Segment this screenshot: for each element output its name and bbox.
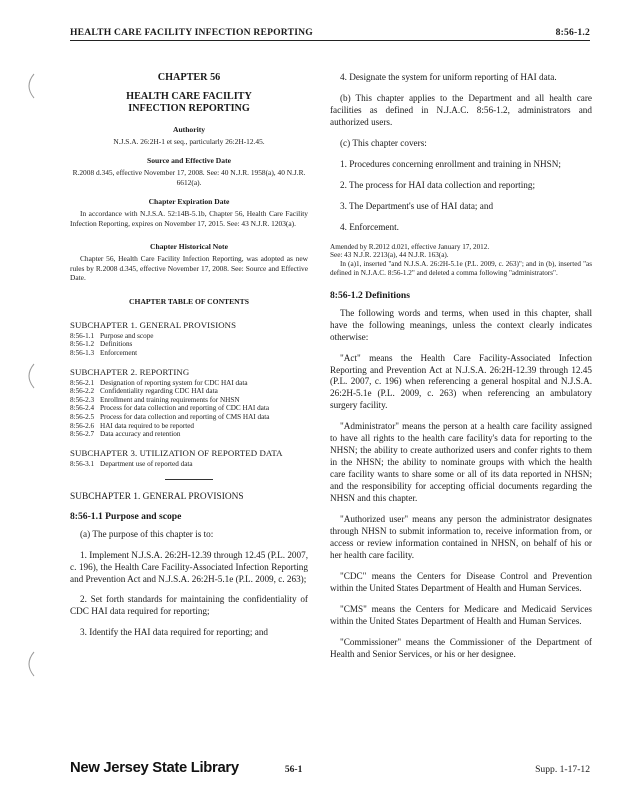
toc-entry[interactable] [70, 422, 308, 431]
header-section-number: 8:56-1.2 [555, 27, 590, 38]
toc-entry-title: Confidentiality regarding CDC HAI data [100, 387, 218, 396]
toc-entry-title: Department use of reported data [100, 460, 193, 469]
toc-entry-title: Enrollment and training requirements for NHSN [100, 395, 240, 404]
amendment-line: See: 43 N.J.R. 2213(a), 44 N.J.R. 163(a). [330, 251, 449, 260]
paragraph: (a) The purpose of this chapter is to: [80, 528, 214, 539]
paragraph: (c) This chapter covers: [340, 137, 427, 148]
paragraph: 2. Set forth standards for maintaining the confidentiality of CDC HAI data required for reporting; [70, 594, 308, 617]
supplement-date: Supp. 1-17-12 [535, 764, 590, 775]
paragraph: 1. Implement N.J.S.A. 26:2H-12.39 through 12.45 (P.L. 2007, c. 196), the Health Care Facility-Associated Infection Reporting and Prevention Act and N.J.S.A. 26:2H-5.1e (P.L. 2009, c. 263); [70, 549, 308, 584]
toc-entry-number: 8:56-3.1 [70, 460, 95, 469]
toc-subchapter-heading: SUBCHAPTER 3. UTILIZATION OF REPORTED DATA [70, 448, 283, 459]
toc-entry-number: 8:56-2.6 [70, 421, 95, 430]
right-column [330, 72, 592, 670]
expiration-heading: Chapter Expiration Date [148, 197, 230, 207]
table-of-contents [70, 320, 308, 469]
paragraph: 4. Enforcement. [340, 221, 399, 232]
paragraph: 1. Procedures concerning enrollment and training in NHSN; [340, 158, 561, 169]
section-divider [165, 479, 213, 480]
authority-text: N.J.S.A. 26:2H-1 et seq., particularly 26:2H-12.45. [113, 136, 265, 146]
toc-entry-title: Process for data collection and reporting of CDC HAI data [100, 404, 270, 413]
toc-entry[interactable] [70, 340, 308, 349]
history-text: Chapter 56, Health Care Facility Infection Reporting, was adopted as new rules by R.2008 d.345, effective November 17, 2008. See: Source and Effective Date. [70, 254, 308, 283]
paragraph: The following words and terms, when used in this chapter, shall have the following meanings, unless the context clearly indicates otherwise: [330, 307, 592, 342]
toc-subchapter-2 [70, 367, 308, 439]
toc-entry[interactable] [70, 460, 308, 469]
toc-entry-title: Purpose and scope [100, 331, 154, 340]
toc-entry-number: 8:56-2.5 [70, 413, 95, 422]
paragraph: 2. The process for HAI data collection and reporting; [340, 179, 536, 190]
toc-subchapter-heading: SUBCHAPTER 1. GENERAL PROVISIONS [70, 319, 237, 330]
toc-entry[interactable] [70, 404, 308, 413]
page-footer [70, 760, 590, 780]
section-heading-1-1: 8:56-1.1 Purpose and scope [70, 510, 182, 522]
subchapter-heading: SUBCHAPTER 1. GENERAL PROVISIONS [70, 491, 244, 502]
toc-entry-number: 8:56-2.2 [70, 387, 95, 396]
paragraph: (b) This chapter applies to the Department and all health care facilities as defined in N.J.A.C. 8:56-1.2, administrators and authorized users. [330, 92, 592, 127]
binder-hole-mark [22, 362, 36, 390]
chapter-title-text: HEALTH CARE FACILITY INFECTION REPORTING [126, 91, 252, 115]
section-heading-1-2: 8:56-1.2 Definitions [330, 289, 410, 301]
paragraph: 4. Designate the system for uniform reporting of HAI data. [340, 72, 557, 82]
toc-entry-number: 8:56-2.7 [70, 430, 95, 439]
source-heading: Source and Effective Date [146, 156, 231, 166]
amendment-line: In (a)1, inserted "and N.J.S.A. 26:2H-5.1e (P.L. 2009, c. 263)"; and in (b), inserted "as defined in N.J.A.C. 8:56-1.2" and deleted a comma following "administrators". [330, 260, 592, 277]
toc-subchapter-heading: SUBCHAPTER 2. REPORTING [70, 366, 190, 377]
left-column [70, 72, 308, 648]
definition: "CDC" means the Centers for Disease Control and Prevention within the United States Department of Health and Human Services. [330, 570, 592, 593]
toc-entry-title: Definitions [100, 340, 133, 349]
definition: "Commissioner" means the Commissioner of the Department of Health and Senior Services, or his or her designee. [330, 636, 592, 659]
toc-entry-number: 8:56-1.3 [70, 348, 95, 357]
running-header [70, 22, 590, 41]
toc-subchapter-3 [70, 448, 308, 469]
toc-entry-title: HAI data required to be reported [100, 421, 194, 430]
amendment-line: Amended by R.2012 d.021, effective January 17, 2012. [330, 242, 490, 251]
source-text: R.2008 d.345, effective November 17, 2008. See: 40 N.J.R. 1958(a), 40 N.J.R. 6612(a). [72, 168, 306, 187]
toc-entry-title: Data accuracy and retention [100, 430, 181, 439]
toc-entry[interactable] [70, 413, 308, 422]
definition: "Act" means the Health Care Facility-Associated Infection Reporting and Prevention Act at N.J.S.A. 26:2H-12.39 through 12.45 (P.L. 2007, c. 196) when referencing a general hospital and N.J.S.A. 26:2H-5.1e (P.L. 2009, c. 263) when referencing an ambulatory surgery facility. [330, 352, 592, 411]
toc-entry[interactable] [70, 349, 308, 358]
chapter-number: CHAPTER 56 [157, 72, 221, 83]
toc-entry-title: Designation of reporting system for CDC HAI data [100, 378, 248, 387]
toc-entry-number: 8:56-1.2 [70, 340, 95, 349]
page-number: 56-1 [284, 764, 303, 775]
library-watermark: New Jersey State Library [70, 760, 239, 776]
amendment-note [330, 243, 592, 278]
toc-entry[interactable] [70, 332, 308, 341]
toc-subchapter-1 [70, 320, 308, 358]
definition: "Authorized user" means any person the administrator designates through NHSN to submit information to, receive information from, or access or review information contained in NHSN, on behalf of his or her health care facility. [330, 514, 592, 560]
binder-hole-mark [22, 72, 36, 100]
toc-entry[interactable] [70, 396, 308, 405]
toc-entry-number: 8:56-2.3 [70, 395, 95, 404]
toc-entry-number: 8:56-2.1 [70, 378, 95, 387]
toc-entry[interactable] [70, 379, 308, 388]
expiration-text: In accordance with N.J.S.A. 52:14B-5.1b, Chapter 56, Health Care Facility Infection Reporting, expires on November 17, 2015. See: 43 N.J.R. 1203(a). [70, 209, 308, 228]
toc-entry[interactable] [70, 430, 308, 439]
definition: "CMS" means the Centers for Medicare and Medicaid Services within the United States Department of Health and Human Services. [330, 603, 592, 626]
history-heading: Chapter Historical Note [150, 242, 228, 252]
binder-hole-mark [22, 650, 36, 678]
toc-entry-number: 8:56-1.1 [70, 331, 95, 340]
toc-entry[interactable] [70, 387, 308, 396]
paragraph: 3. Identify the HAI data required for reporting; and [80, 627, 269, 638]
header-title: HEALTH CARE FACILITY INFECTION REPORTING [70, 27, 313, 38]
chapter-title [70, 91, 308, 116]
toc-entry-title: Enforcement [100, 348, 138, 357]
authority-heading: Authority [172, 124, 206, 134]
toc-title: CHAPTER TABLE OF CONTENTS [129, 296, 249, 306]
paragraph: 3. The Department's use of HAI data; and [340, 200, 494, 211]
toc-entry-title: Process for data collection and reporting of CMS HAI data [100, 413, 270, 422]
definition: "Administrator" means the person at a health care facility assigned to have all rights to the health care facility's data for reporting to the NHSN; the ability to create authorized users and confer rights to them in the NHSN; the ability to nominate groups with which the health care facility wants to share some or all of its data reported in NHSN; and the responsibility for accepting official documents regarding the NHSN and this chapter. [330, 421, 592, 504]
toc-entry-number: 8:56-2.4 [70, 404, 95, 413]
